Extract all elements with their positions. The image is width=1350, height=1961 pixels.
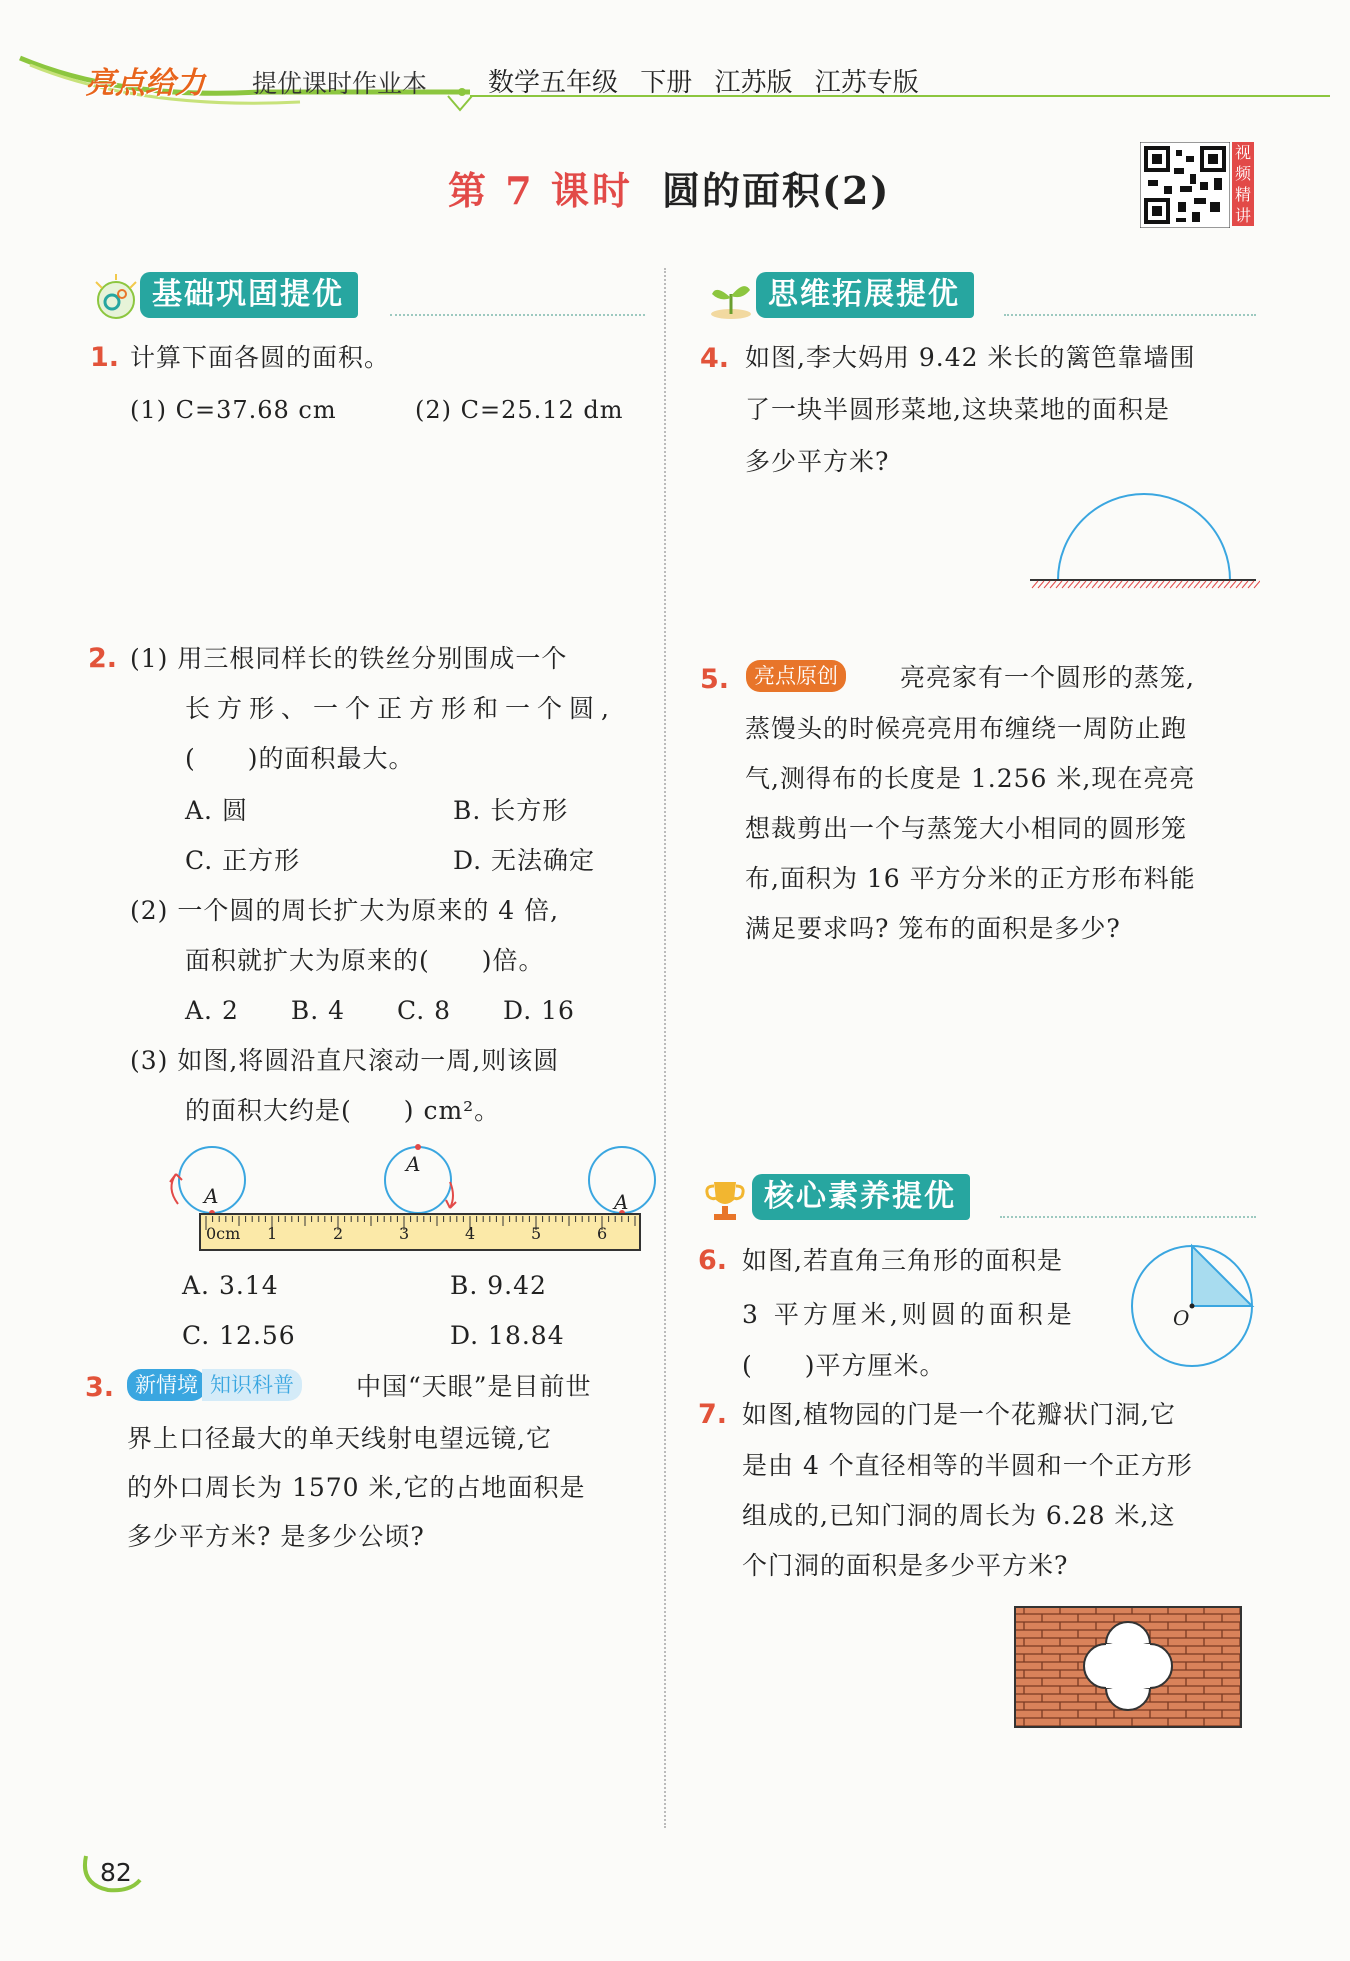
wall-hatch-line: [1068, 581, 1074, 588]
section-core-badge: 核心素养提优: [752, 1174, 970, 1220]
wall-hatch-line: [1092, 581, 1098, 588]
wall-hatch-line: [1254, 581, 1260, 588]
page-number: 82: [100, 1858, 132, 1887]
wall-hatch-line: [1212, 581, 1218, 588]
wall-hatch-line: [1188, 581, 1194, 588]
ruler-tick-label: 3: [399, 1224, 410, 1243]
circle-triangle-figure: [1126, 1240, 1260, 1374]
gear-icon: [88, 272, 144, 322]
ruler-unit-label: 0cm: [206, 1224, 241, 1243]
q3-line2: 界上口径最大的单天线射电望远镜,它: [127, 1424, 552, 1453]
q2-p1-optC: C. 正方形: [185, 846, 301, 875]
wall-hatch-line: [1074, 581, 1080, 588]
wall-hatch-line: [1182, 581, 1188, 588]
q2-p1-optA: A. 圆: [185, 796, 248, 825]
wall-hatch-line: [1230, 581, 1236, 588]
q7-line3: 组成的,已知门洞的周长为 6.28 米,这: [742, 1501, 1176, 1530]
q1-part2: (2) C=25.12 dm: [415, 396, 624, 424]
q5-line6: 满足要求吗? 笼布的面积是多少?: [745, 914, 1121, 943]
q4-line1: 如图,李大妈用 9.42 米长的篱笆靠墙围: [745, 343, 1196, 372]
wall-hatch-line: [1056, 581, 1062, 588]
ruler-point-a-3: A: [614, 1190, 629, 1214]
wall-hatch-line: [1218, 581, 1224, 588]
wall-hatch-line: [1176, 581, 1182, 588]
wall-hatch-line: [1134, 581, 1140, 588]
q7-line1: 如图,植物园的门是一个花瓣状门洞,它: [742, 1400, 1176, 1429]
q5-line3: 气,测得布的长度是 1.256 米,现在亮亮: [745, 764, 1196, 793]
wall-hatch-line: [1122, 581, 1128, 588]
q2-p3-optD: D. 18.84: [450, 1321, 565, 1350]
q7-line4: 个门洞的面积是多少平方米?: [742, 1551, 1069, 1580]
q7-number: 7.: [698, 1399, 728, 1430]
section-thinking-badge: 思维拓展提优: [756, 272, 974, 318]
wall-hatch-line: [1098, 581, 1104, 588]
wall-hatch-line: [1050, 581, 1056, 588]
wall-hatch-line: [1140, 581, 1146, 588]
q2-p3-line2: 的面积大约是( ) cm²。: [185, 1096, 501, 1125]
q6-line3: ( )平方厘米。: [742, 1351, 946, 1380]
column-divider: [664, 268, 666, 1828]
wall-hatch-line: [1158, 581, 1164, 588]
wall-hatch-line: [1062, 581, 1068, 588]
brand-logo-text: 亮点给力: [85, 66, 205, 101]
q3-number: 3.: [85, 1372, 115, 1403]
wall-hatch-line: [1044, 581, 1050, 588]
q4-line2: 了一块半圆形菜地,这块菜地的面积是: [745, 395, 1170, 424]
q2-p1-line2: 长方形、一个正方形和一个圆,: [185, 694, 616, 723]
knowledge-tag: 知识科普: [202, 1369, 302, 1401]
q2-p1-line1: (1) 用三根同样长的铁丝分别围成一个: [130, 644, 568, 673]
semicircle-garden-figure: [1026, 492, 1260, 592]
new-context-tag: 新情境: [127, 1369, 206, 1401]
wall-hatch-line: [1038, 581, 1044, 588]
q1-text: 计算下面各圆的面积。: [130, 343, 391, 372]
wall-hatch-line: [1104, 581, 1110, 588]
q1-part1: (1) C=37.68 cm: [130, 396, 337, 424]
wall-hatch-line: [1116, 581, 1122, 588]
section-core-rule: [1000, 1216, 1256, 1218]
header-subtitle: 提优课时作业本: [252, 69, 428, 98]
wall-hatch-line: [1194, 581, 1200, 588]
section-basic-badge: 基础巩固提优: [140, 272, 358, 318]
q2-p3-line1: (3) 如图,将圆沿直尺滚动一周,则该圆: [130, 1046, 560, 1075]
wall-hatch-line: [1086, 581, 1092, 588]
ruler-tick-label: 4: [465, 1224, 476, 1243]
q5-number: 5.: [700, 664, 730, 695]
ruler-tick-label: 5: [531, 1224, 542, 1243]
wall-hatch-line: [1170, 581, 1176, 588]
wall-hatch-line: [1206, 581, 1212, 588]
wall-hatch-line: [1200, 581, 1206, 588]
q5-line4: 想裁剪出一个与蒸笼大小相同的圆形笼: [745, 814, 1188, 843]
sprout-icon: [706, 274, 756, 320]
q2-p2-line2: 面积就扩大为原来的( )倍。: [185, 946, 545, 975]
q2-p3-optA: A. 3.14: [182, 1271, 279, 1300]
q3-line1: 中国“天眼”是目前世: [356, 1372, 592, 1401]
q2-p2-line1: (2) 一个圆的周长扩大为原来的 4 倍,: [130, 896, 560, 925]
q7-line2: 是由 4 个直径相等的半圆和一个正方形: [742, 1451, 1193, 1480]
header-book-info: 数学五年级 下册 江苏版 江苏专版: [488, 68, 919, 98]
q4-line3: 多少平方米?: [745, 447, 890, 476]
wall-hatch-line: [1146, 581, 1152, 588]
original-tag: 亮点原创: [746, 660, 846, 692]
wall-hatch-line: [1164, 581, 1170, 588]
q5-line5: 布,面积为 16 平方分米的正方形布料能: [745, 864, 1196, 893]
wall-hatch-line: [1152, 581, 1158, 588]
lesson-number: 第 7 课时: [448, 168, 633, 213]
qr-code-icon[interactable]: [1140, 142, 1230, 228]
lesson-title: 圆的面积(2): [662, 168, 891, 213]
wall-hatch-line: [1080, 581, 1086, 588]
ruler-tick-label: 1: [267, 1224, 278, 1243]
q2-p1-line3: ( )的面积最大。: [185, 744, 415, 773]
video-tag: 视频精讲: [1232, 142, 1254, 226]
ruler-point-a-2: A: [406, 1152, 421, 1176]
trophy-icon: [700, 1174, 750, 1224]
q6-line2: 3 平方厘米,则圆的面积是: [742, 1300, 1076, 1329]
wall-hatch-line: [1248, 581, 1254, 588]
q5-tag-wrap: [746, 660, 846, 692]
q2-number: 2.: [88, 643, 118, 674]
ruler-tick-label: 6: [597, 1224, 608, 1243]
q5-line2: 蒸馒头的时候亮亮用布缠绕一周防止跑: [745, 714, 1188, 743]
q3-line3: 的外口周长为 1570 米,它的占地面积是: [127, 1473, 586, 1502]
wall-hatch-line: [1236, 581, 1242, 588]
q6-center-label: O: [1173, 1306, 1190, 1330]
q3-tags: [127, 1369, 302, 1401]
section-thinking-rule: [1004, 314, 1256, 316]
flower-door-figure: [1014, 1606, 1242, 1728]
q3-line4: 多少平方米? 是多少公顷?: [127, 1522, 425, 1551]
ruler-tick-label: 2: [333, 1224, 344, 1243]
q2-p3-optC: C. 12.56: [182, 1321, 296, 1350]
wall-hatch-line: [1032, 581, 1038, 588]
q4-number: 4.: [700, 343, 730, 374]
section-basic-rule: [390, 314, 645, 316]
wall-hatch-line: [1110, 581, 1116, 588]
q2-p3-optB: B. 9.42: [450, 1271, 547, 1300]
q6-number: 6.: [698, 1245, 728, 1276]
wall-hatch-line: [1128, 581, 1134, 588]
q1-number: 1.: [90, 342, 120, 373]
wall-hatch-line: [1242, 581, 1248, 588]
q5-line1: 亮亮家有一个圆形的蒸笼,: [900, 663, 1195, 692]
q2-p1-optD: D. 无法确定: [453, 846, 596, 875]
wall-hatch-line: [1224, 581, 1230, 588]
ruler-point-a-1: A: [204, 1184, 219, 1208]
q2-p2-options: A. 2 B. 4 C. 8 D. 16: [185, 996, 575, 1025]
q6-line1: 如图,若直角三角形的面积是: [742, 1246, 1063, 1275]
q2-p1-optB: B. 长方形: [453, 796, 569, 825]
